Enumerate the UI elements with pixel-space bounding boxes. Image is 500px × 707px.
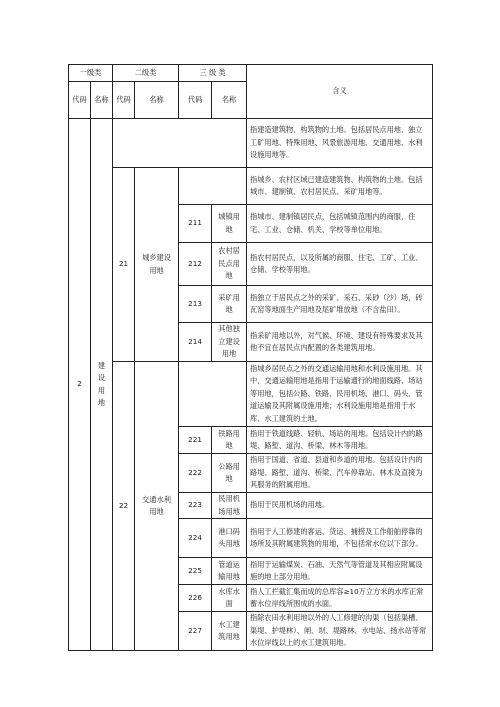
item-212-code: 212 xyxy=(179,243,212,286)
item-225-desc: 指用于运输煤炭、石油、天然气等管道及其相应附属设施的地上部分用地。 xyxy=(247,558,433,585)
item-226-code: 226 xyxy=(179,585,212,612)
item-224-code: 224 xyxy=(179,519,212,558)
item-225-name: 管道运输用地 xyxy=(212,558,247,585)
item-214-desc: 指采矿用地以外，对气候、环境、建设有特殊要求及其他不宜在居民点内配置的各类建筑用地。 xyxy=(247,323,433,362)
item-213-code: 213 xyxy=(179,286,212,323)
item-212-name: 农村居民点用地 xyxy=(212,243,247,286)
header-level1: 一级类 xyxy=(69,65,113,82)
header-level3: 三 级 类 xyxy=(179,65,247,82)
item-221-code: 221 xyxy=(179,427,212,454)
item-221-name: 铁路用地 xyxy=(212,427,247,454)
item-227-code: 227 xyxy=(179,612,212,651)
item-223-code: 223 xyxy=(179,493,212,519)
group-22-name: 交通水利用地 xyxy=(135,362,179,651)
item-224-name: 港口码头用地 xyxy=(212,519,247,558)
item-224-desc: 指用于人工修建的客运、货运、捕捞及工作船舶停靠的场所及其附属建筑物的用地，不包括常水位以下部分。 xyxy=(247,519,433,558)
header-l3-code: 代码 xyxy=(179,82,212,119)
land-classification-table xyxy=(68,64,433,651)
group-21-code: 21 xyxy=(113,168,135,362)
header-l2-name: 名称 xyxy=(135,82,179,119)
header-l1-name: 名称 xyxy=(91,82,113,119)
level1-name: 建设用地 xyxy=(91,119,113,651)
group-21-name: 城乡建设用地 xyxy=(135,168,179,362)
header-meaning: 含义 xyxy=(247,65,433,119)
item-223-desc: 指用于民用机场的用地。 xyxy=(247,493,433,519)
table-row-group-22 xyxy=(69,362,433,427)
item-222-code: 222 xyxy=(179,454,212,493)
header-l1-code: 代码 xyxy=(69,82,91,119)
level1-code: 2 xyxy=(69,119,91,651)
level1-empty xyxy=(113,119,247,168)
item-222-desc: 指用于国道、省道、县道和乡道的用地。包括设计内的路堤、路堑、道沟、桥梁、汽车停靠站、林木及直接为其服务的附属用地。 xyxy=(247,454,433,493)
item-212-desc: 指农村居民点，以及所属的商服、住宅、工矿、工业、仓储、学校等用地。 xyxy=(247,243,433,286)
group-22-desc: 指城乡居民点之外的交通运输用地和水利设施用地。其中，交通运输用地是指用于运输通行的地面线路、场站等用地，包括公路、铁路、民用机场、港口、码头、管道运输及其附属设施用地；水利设施用地是指用于水库、水工建筑的土地。 xyxy=(247,362,433,427)
item-222-name: 公路用地 xyxy=(212,454,247,493)
header-l3-name: 名称 xyxy=(212,82,247,119)
item-211-desc: 指城市、建制镇居民点，包括城镇范围内的商服、住宅、工业、仓储、机关、学校等单位用地。 xyxy=(247,205,433,243)
item-226-desc: 指人工拦截汇集而成的总库容≥10万立方米的水库正常蓄水位岸线所围成的水面。 xyxy=(247,585,433,612)
level1-desc: 指建造建筑物、构筑物的土地。包括居民点用地、独立工矿用地、特殊用地、风景旅游用地、交通用地、水利设施用地等。 xyxy=(247,119,433,168)
item-213-desc: 指独立于居民点之外的采矿、采石、采砂（沙）场，砖瓦窑等地面生产用地及尾矿堆放地（不含盐田）。 xyxy=(247,286,433,323)
item-227-name: 水工建筑用地 xyxy=(212,612,247,651)
table-row-group-21 xyxy=(69,168,433,205)
item-213-name: 采矿用地 xyxy=(212,286,247,323)
item-221-desc: 指用于铁道线路、轻轨、场站的用地。包括设计内的路堤、路堑、道沟、桥梁、林木等用地。 xyxy=(247,427,433,454)
group-21-desc: 指城乡、农村区域已建造建筑物、构筑物的土地。包括城市、建制镇、农村居民点、采矿用地等。 xyxy=(247,168,433,205)
item-211-name: 城镇用地 xyxy=(212,205,247,243)
item-211-code: 211 xyxy=(179,205,212,243)
header-l2-code: 代码 xyxy=(113,82,135,119)
table-row-level1 xyxy=(69,119,433,168)
header-row-1 xyxy=(69,65,433,82)
group-22-code: 22 xyxy=(113,362,135,651)
item-225-code: 225 xyxy=(179,558,212,585)
item-214-code: 214 xyxy=(179,323,212,362)
item-227-desc: 指除农田水利用地以外的人工修建的沟渠（包括渠槽、渠堤、护堤林）、闸、坝、堤路林、水电站、扬水站等常水位岸线以上的水工建筑用地。 xyxy=(247,612,433,651)
group-22-empty xyxy=(179,362,247,427)
item-223-name: 民用机场用地 xyxy=(212,493,247,519)
item-226-name: 水库水面 xyxy=(212,585,247,612)
header-level2: 二级类 xyxy=(113,65,179,82)
group-21-empty xyxy=(179,168,247,205)
item-214-name: 其他独立建设用地 xyxy=(212,323,247,362)
